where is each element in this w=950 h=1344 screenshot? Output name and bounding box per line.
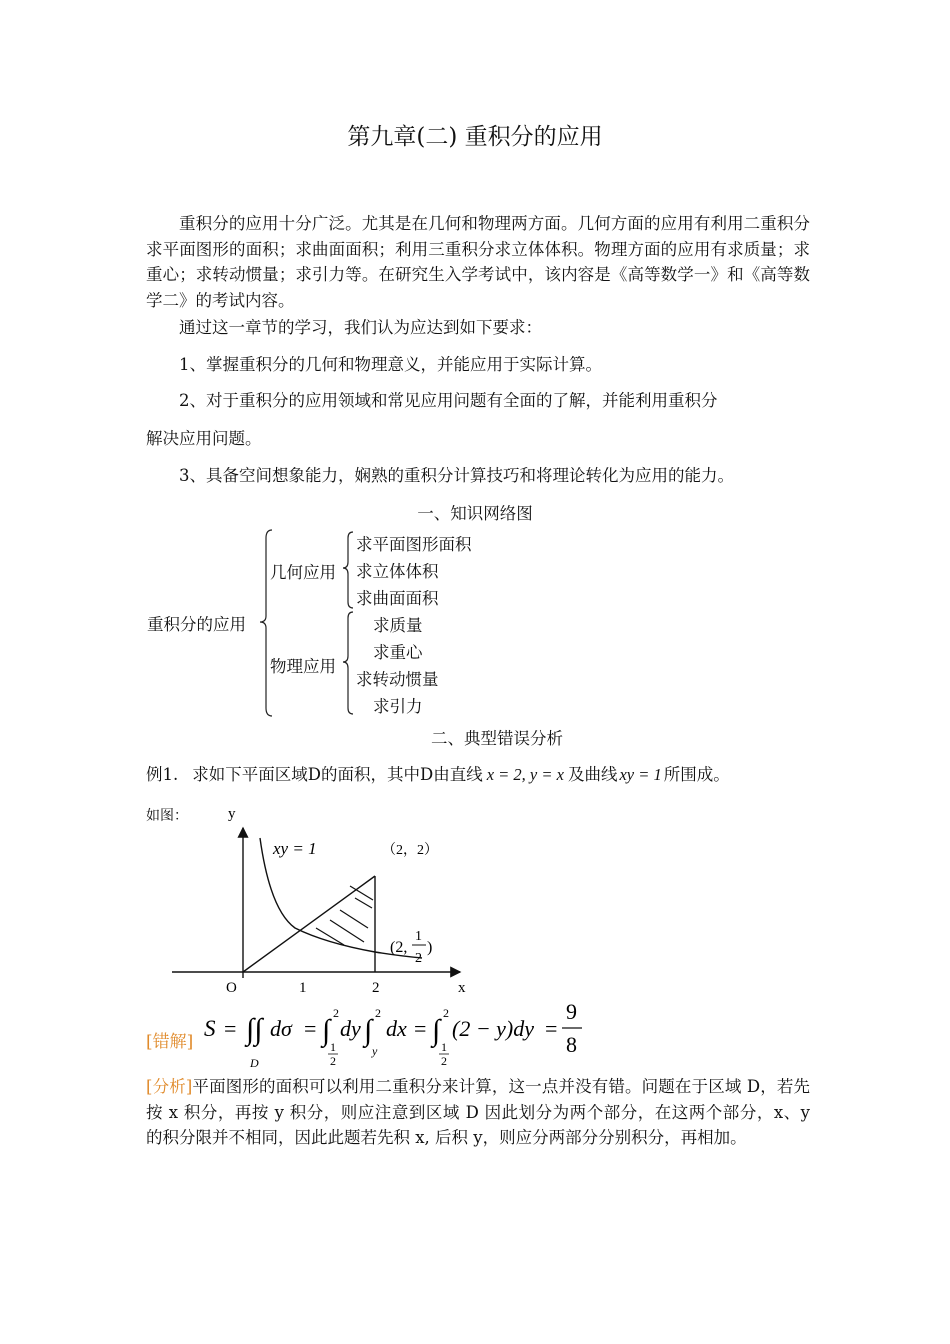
geo-brace: [343, 532, 353, 608]
network-geo-item: 求曲面面积: [356, 589, 439, 608]
network-geo-item: 求平面图形面积: [356, 535, 472, 554]
point-low-label-a: (2,: [390, 939, 408, 956]
phys-brace: [343, 612, 353, 714]
example-text-b: 及曲线: [567, 765, 618, 784]
network-phys-item: 求质量: [373, 616, 423, 635]
integral-3-upper: 2: [443, 1006, 449, 1020]
formula-eq-1: =: [224, 1016, 237, 1041]
formula-integrand: (2 − y)dy: [452, 1016, 535, 1041]
network-braces: [256, 528, 356, 720]
integral-3-lower-den: 2: [441, 1054, 447, 1068]
wrong-solution-formula: [200, 995, 600, 1075]
curve-label: xy = 1: [273, 839, 317, 858]
integral-sign-3: ∫: [432, 1014, 441, 1047]
integral-3-lower-num: 1: [441, 1040, 447, 1054]
point-low-denominator: 2: [415, 951, 422, 966]
formula-eq-4: =: [545, 1016, 558, 1041]
example-text-c: 所围成。: [663, 765, 730, 784]
section-heading-errors: 二、典型错误分析: [431, 729, 563, 748]
example-equation-curve: xy = 1: [619, 765, 662, 784]
requirement-1: 1、掌握重积分的几何和物理意义，并能应用于实际计算。: [179, 355, 602, 374]
section-heading-network: 一、知识网络图: [417, 504, 533, 523]
example-statement: [146, 761, 730, 785]
network-geo-label: 几何应用: [270, 563, 336, 582]
analysis-text: 平面图形的面积可以利用二重积分来计算，这一点并没有错。问题在于区域 D，若先按 x 积分，再按 y 积分，则应注意到区域 D 因此划分为两个部分，在这两个部分，x、y 的积分限并不相同，因此此题若先积 x, 后积 y，则应分两部分分别积分，再相加。: [146, 1077, 810, 1147]
origin-label: O: [226, 980, 237, 996]
point-top-label: （2，2）: [382, 843, 438, 858]
network-phys-item: 求转动惯量: [356, 670, 439, 689]
point-low-numerator: 1: [415, 929, 422, 944]
result-numerator: 9: [566, 999, 577, 1024]
requirement-2b: 解决应用问题。: [146, 429, 262, 448]
formula-eq-2: =: [304, 1016, 317, 1041]
formula-dsigma: dσ: [270, 1016, 292, 1041]
integral-1-lower-den: 2: [330, 1054, 336, 1068]
intro-paragraph: 重积分的应用十分广泛。尤其是在几何和物理两方面。几何方面的应用有利用二重积分求平面图形的面积；求曲面面积；利用三重积分求立体体积。物理方面的应用有求质量；求重心；求转动惯量；求引力等。在研究生入学考试中，该内容是《高等数学一》和《高等数学二》的考试内容。: [146, 214, 810, 310]
formula-dx: dx: [386, 1016, 407, 1041]
y-axis-label: y: [228, 806, 236, 822]
analysis-paragraph: [146, 1074, 810, 1151]
result-denominator: 8: [566, 1032, 577, 1057]
x-axis-label: x: [458, 980, 466, 996]
integral-sign-1: ∫: [322, 1014, 331, 1047]
formula-dy: dy: [340, 1016, 361, 1041]
wrong-solution-tag: [错解]: [146, 1032, 194, 1052]
formula-eq-3: =: [414, 1016, 427, 1041]
network-geo-item: 求立体体积: [356, 562, 439, 581]
formula-domain-D: D: [250, 1056, 259, 1070]
root-brace: [260, 530, 272, 716]
intro-requirements-lead: 通过这一章节的学习，我们认为应达到如下要求：: [179, 318, 542, 337]
figure-label: 如图：: [146, 808, 188, 824]
region-hatching: [316, 886, 373, 945]
network-phys-item: 求引力: [373, 697, 423, 716]
requirement-3: 3、具备空间想象能力，娴熟的重积分计算技巧和将理论转化为应用的能力。: [179, 466, 734, 485]
network-phys-item: 求重心: [373, 643, 423, 662]
tick-label-2: 2: [372, 980, 380, 996]
integral-2-lower: y: [372, 1044, 378, 1058]
requirement-2a: 2、对于重积分的应用领域和常见应用问题有全面的了解，并能利用重积分: [179, 391, 718, 410]
example-label: 例1.: [146, 765, 179, 784]
region-figure: [160, 800, 480, 1000]
integral-sign-2: ∫: [364, 1014, 373, 1047]
integral-1-lower-num: 1: [330, 1040, 336, 1054]
network-phys-label: 物理应用: [270, 657, 336, 676]
analysis-tag: [分析]: [146, 1077, 193, 1096]
formula-S: S: [204, 1016, 216, 1041]
line-y-equals-x: [243, 876, 375, 972]
page-title: 第九章(二) 重积分的应用: [347, 124, 603, 150]
tick-label-1: 1: [299, 980, 307, 996]
point-low-label-b: ): [427, 939, 433, 956]
example-text-a: 求如下平面区域D的面积，其中D由直线: [192, 765, 483, 784]
example-equation-lines: x = 2, y = x: [486, 765, 564, 784]
integral-1-upper: 2: [333, 1006, 339, 1020]
network-root: 重积分的应用: [147, 615, 246, 634]
integral-2-upper: 2: [375, 1006, 381, 1020]
double-integral-sign: ∫∫: [246, 1013, 263, 1046]
